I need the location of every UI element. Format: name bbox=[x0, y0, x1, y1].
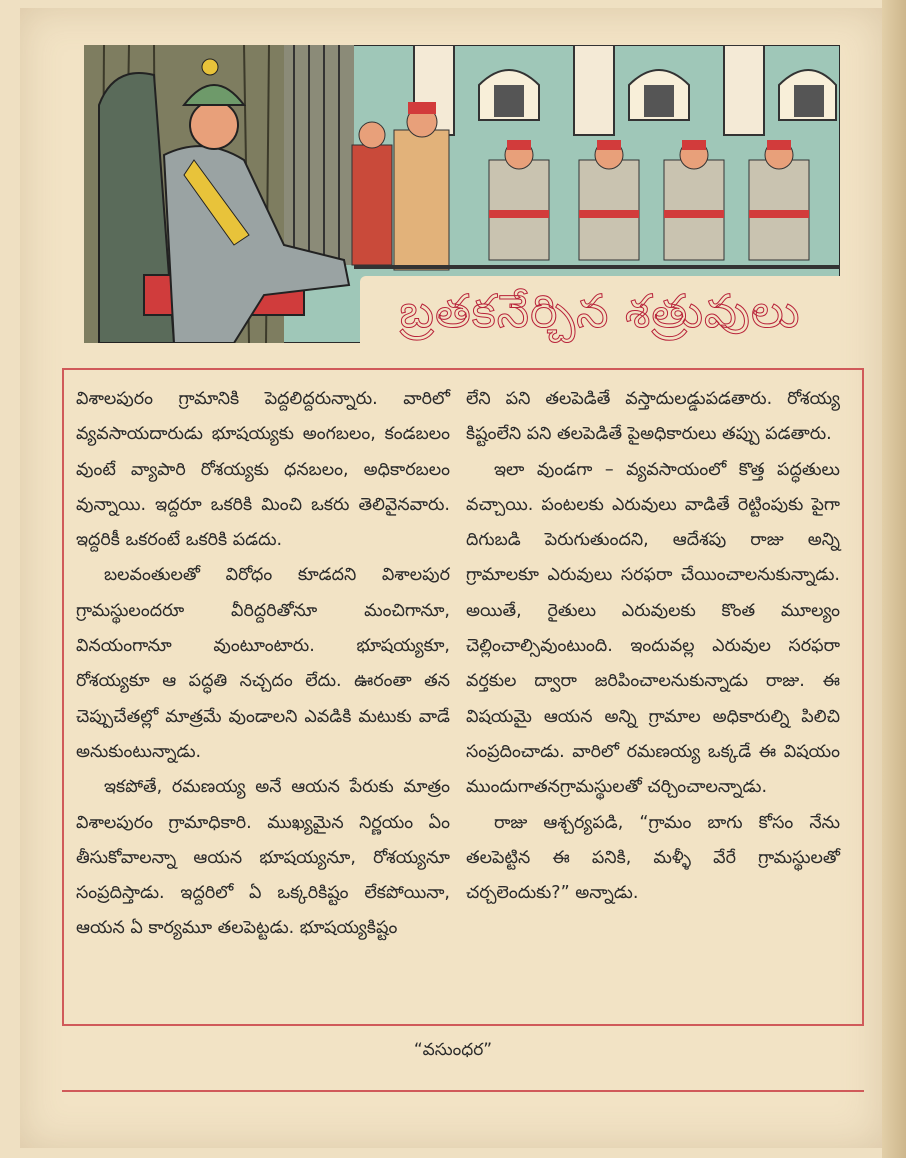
left-text-column bbox=[76, 382, 450, 947]
author-credit: “వసుంధర” bbox=[413, 1040, 493, 1060]
paragraph: ఇకపోతే, రమణయ్య అనే ఆయన పేరుకు మాత్రం విశాలపురం గ్రామాధికారి. ముఖ్యమైన నిర్ణయం ఏం తీసుకోవాలన్నా ఆయన భూషయ్యనూ, రోశయ్యనూ సంప్రదిస్తాడు. ఇద్దరిలో ఏ ఒక్కరికిష్టం లేకపోయినా, ఆయన ఏ కార్యమూ తలపెట్టడు. భూషయ్యకిష్టం bbox=[76, 777, 450, 939]
paragraph: విశాలపురం గ్రామానికి పెద్దలిద్దరున్నారు. వారిలో వ్యవసాయదారుడు భూషయ్యకు అంగబలం, కండబలం వుంటే వ్యాపారి రోశయ్యకు ధనబలం, అధికారబలం వున్నాయి. ఇద్దరూ ఒకరికి మించి ఒకరు తెలివైనవారు. ఇద్దరికీ ఒకరంటే ఒకరికి పడదు. bbox=[76, 389, 450, 551]
paragraph: రాజు ఆశ్చర్యపడి, “గ్రామం బాగు కోసం నేను తలపెట్టిన ఈ పనికి, మళ్ళీ వేరే గ్రామస్థులతో చర్చలెందుకు?” అన్నాడు. bbox=[466, 812, 840, 904]
story-title: బ్రతకనేర్చిన శత్రువులు bbox=[360, 276, 840, 346]
divider bbox=[62, 1090, 864, 1092]
page-spine bbox=[882, 0, 906, 1158]
paragraph: లేని పని తలపెడితే వస్తాదులడ్డుపడతారు. రోశయ్య కిష్టంలేని పని తలపెడితే పైఅధికారులు తప్పు పడతారు. bbox=[466, 389, 840, 445]
paragraph: ఇలా వుండగా – వ్యవసాయంలో కొత్త పద్ధతులు వచ్చాయి. పంటలకు ఎరువులు వాడితే రెట్టింపుకు పైగా దిగుబడి పెరుగుతుందని, ఆదేశపు రాజు అన్ని గ్రామాలకూ ఎరువులు సరఫరా చేయించాలనుకున్నాడు. అయితే, రైతులు ఎరువులకు కొంత మూల్యం చెల్లించాల్సివుంటుంది. ఇందువల్ల ఎరువుల సరఫరా వర్తకుల ద్వారా జరిపించాలనుకున్నాడు రాజు. ఈ విషయమై ఆయన అన్ని గ్రామాల అధికారుల్ని పిలిచి సంప్రదించాడు. వారిలో రమణయ్య ఒక్కడే ఈ విషయం ముందుగాతనగ్రామస్థులతో చర్చించాలన్నాడు. bbox=[466, 459, 840, 798]
paragraph: బలవంతులతో విరోధం కూడదని విశాలపుర గ్రామస్థులందరూ వీరిద్దరితోనూ మంచిగానూ, వినయంగానూ వుంటూంటారు. భూషయ్యకూ, రోశయ్యకూ ఆ పద్ధతి నచ్చదం లేదు. ఊరంతా తన చెప్పుచేతల్లో మాత్రమే వుండాలని ఎవడికి మటుకు వాడే అనుకుంటున్నాడు. bbox=[76, 565, 450, 762]
right-text-column bbox=[466, 382, 840, 911]
story-text-box bbox=[62, 368, 864, 1026]
